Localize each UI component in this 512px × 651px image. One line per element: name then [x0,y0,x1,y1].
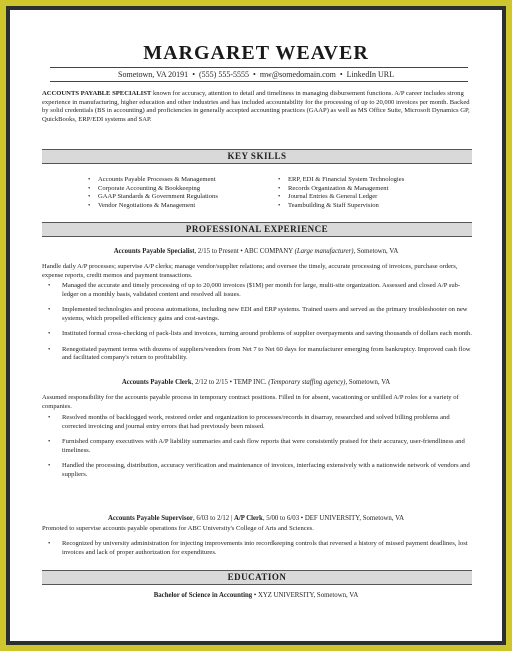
skills-list-left [88,176,268,211]
skill-item: • Accounts Payable Processes & Management [88,176,268,185]
skill-item: • Vendor Negotiations & Management [88,202,268,211]
degree-name: Bachelor of Science in Accounting [153,592,253,599]
bullet-separator: • [253,70,256,79]
job-dates: , 2/12 to 2/15 • [191,379,234,386]
section-heading-skills: KEY SKILLS [42,149,472,164]
summary-paragraph [42,90,472,124]
skill-item: • Records Organization & Management [278,185,468,194]
job-title-line [10,248,502,255]
job-intro: Handle daily A/P processes; supervise A/P clerks; manage vendor/supplier relations; and oversee the timely, accurate processing of invoices, purchase orders, expense reports, credit memos and payment transactions. [42,263,458,279]
resume-page [10,10,502,641]
skills-list-right [278,176,468,211]
job-title: Accounts Payable Supervisor [107,515,193,522]
school-name: • XYZ UNIVERSITY, Sometown, VA [252,592,359,599]
summary-text: known for accuracy, attention to detail and timeliness in managing disbursement functions. A/P career includes strong experience in manufacturing, higher education and other industries and has included accountability for the processing of up to 20,000 invoices per month. Backed by solid credentials (BS in accounting) and proficiencies in generally accepted accounting practices (GAAP) as well as MS Office Suite, Microsoft Dynamics GP, QuickBooks, ERP/EDI systems and SAP. [42,90,470,123]
job-company-note: (Temporary staffing agency) [268,379,346,386]
bullet-separator: • [192,70,195,79]
section-heading-experience: PROFESSIONAL EXPERIENCE [42,222,472,237]
job-company: ABC COMPANY [244,248,293,255]
job-bullet: • Instituted formal cross-checking of pack-lists and invoices, turning around problems of supplier overpayments and saving thousands of dollars each month. [42,330,472,339]
education-line [10,592,502,599]
job-dates: , 6/03 to 2/12 | [192,515,234,522]
summary-lead: ACCOUNTS PAYABLE SPECIALIST [42,90,152,97]
section-heading-education: EDUCATION [42,570,472,585]
header-rule-top [50,67,468,68]
job-dates: , 2/15 to Present • [194,248,245,255]
contact-location: Sometown, VA 20191 [118,70,189,79]
job-intro: Promoted to supervise accounts payable operations for ABC University's College of Arts and Sciences. [42,525,314,532]
job-bullet: • Renegotiated payment terms with dozens of suppliers/vendors from Net 7 to Net 60 days for manufacturer emerging from bankruptcy. Improved cash flow and facilitated company's return to profitability. [42,346,472,363]
skill-item: • Journal Entries & General Ledger [278,193,468,202]
job-bullet: • Managed the accurate and timely processing of up to 20,000 invoices ($1M) per month for large, multi-site organization. Assessed and closed A/P sub-ledger on a monthly basis, validated content and resolved all issues. [42,282,472,299]
job-bullet: • Recognized by university administration for injecting improvements into recordkeeping controls that reversed a history of missed payment deadlines, lost invoices and lack of proper authorization for expenditures. [42,540,472,557]
job-location: , Sometown, VA [353,248,399,255]
job-intro: Assumed responsibility for the accounts payable process in temporary contract positions. Filled in for absent, vacationing or unfilled A/P roles for a variety of companies. [42,394,459,410]
candidate-name: MARGARET WEAVER [143,42,369,64]
job-title: Accounts Payable Specialist [113,248,195,255]
job-title: Accounts Payable Clerk [121,379,192,386]
job-bullet: • Furnished company executives with A/P liability summaries and cash flow reports that were consistently praised for their accuracy, user-friendliness and timeliness. [42,438,472,455]
job-bullet: • Implemented technologies and process automations, including new EDI and ERP systems. Trained users and served as the primary troubleshooter on new systems, which propelled efficiency gains and cost-savings. [42,306,472,323]
job-title-line [10,515,502,522]
bullet-separator: • [339,70,343,79]
job-title: A/P Clerk [233,515,263,522]
job-bullet: • Resolved months of backlogged work, restored order and organization to processes/records in disarray, researched and solved billing problems and corrected invoicing and journal entry errors that had previously been missed. [42,414,472,431]
job-company: TEMP INC. [233,379,267,386]
skill-item: • Teambuilding & Staff Supervision [278,202,468,211]
job-bullets [42,540,472,557]
job-bullets [42,282,472,363]
job-dates: , 5/00 to 6/03 • [262,515,305,522]
job-title-line [10,379,502,386]
contact-linkedin[interactable]: LinkedIn URL [346,70,394,79]
skill-item: • Corporate Accounting & Bookkeeping [88,185,268,194]
header-rule-bottom [50,81,468,82]
skill-item: • GAAP Standards & Government Regulations [88,193,268,202]
job-bullets [42,414,472,479]
job-company: DEF UNIVERSITY [304,515,360,522]
contact-email[interactable]: mw@somedomain.com [259,70,336,79]
job-location: , Sometown, VA [359,515,405,522]
contact-phone: (555) 555-5555 [199,70,249,79]
job-location: , Sometown, VA [345,379,391,386]
skill-item: • ERP, EDI & Financial System Technologies [278,176,468,185]
contact-line [10,70,502,79]
job-company-note: (Large manufacturer) [294,248,354,255]
job-bullet: • Handled the processing, distribution, accuracy verification and maintenance of invoices, interfacing extensively with a nationwide network of vendors and suppliers. [42,462,472,479]
